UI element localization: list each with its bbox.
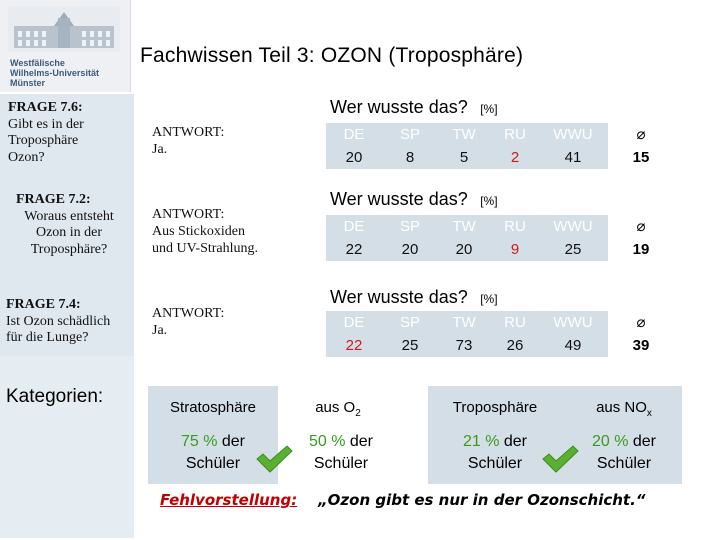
question-2 [6,192,132,258]
logo-line: Wilhelms-Universität [10,68,99,78]
answer-label: ANTWORT: [152,207,225,222]
category-text: aus NO [596,399,647,416]
page-title: Fachwissen Teil 3: OZON (Troposphäre) [140,44,524,67]
question-1 [8,100,132,166]
category-stratosphere: Stratosphäre [170,399,256,416]
result-line: Schüler [596,455,652,472]
logo-text [10,58,99,88]
percent-unit: [%] [480,194,498,208]
category-subscript: 2 [355,408,361,419]
percent-value: 22 [345,337,363,354]
percent-value: 20 [345,149,363,166]
result-line: Schüler [467,455,523,472]
percent-value: 21 % [462,433,500,450]
question-text-line: Ozon? [8,149,45,165]
country-header: SP [399,218,420,235]
country-header: WWU [553,218,593,235]
answer-text-line: Ja. [152,323,168,338]
percent-value: 26 [506,337,524,354]
survey-question: Wer wusste das? [330,189,468,209]
percent-suffix: der [345,433,374,450]
result-from-nox [566,431,682,475]
survey-table-3 [326,311,674,357]
misconception-label: Fehlvorstellung: [160,491,298,509]
question-text-line: Troposphäre [8,133,79,148]
percent-value: 8 [405,149,415,166]
result-line: Schüler [185,455,241,472]
percent-value: 2 [510,149,520,166]
average-value: 15 [608,146,674,169]
country-header: SP [399,314,420,331]
average-header: ⌀ [608,123,674,146]
country-header: SP [399,126,420,143]
survey-heading-3 [330,287,498,308]
average-header: ⌀ [608,215,674,238]
answer-text-line: Aus Stickoxiden [152,224,245,239]
average-value: 19 [608,238,674,261]
country-header: DE [343,314,365,331]
answer-label: ANTWORT: [152,306,225,321]
answer-label: ANTWORT: [152,125,225,140]
country-header: RU [504,126,526,143]
country-header: RU [504,314,526,331]
percent-value: 73 [455,337,473,354]
checkmark-icon [254,444,294,474]
answer-text-line: Ja. [152,142,168,157]
question-text-line: Ozon in der [35,225,103,240]
percent-suffix: der [628,433,657,450]
survey-table-1 [326,123,674,169]
percent-unit: [%] [480,292,498,306]
country-header: TW [452,126,476,143]
country-header: WWU [553,126,593,143]
question-text-line: Woraus entsteht [24,208,114,224]
survey-question: Wer wusste das? [330,287,468,307]
survey-heading-2 [330,189,498,210]
percent-value: 75 % [180,433,218,450]
checkmark-icon [540,444,580,474]
country-header: WWU [553,314,593,331]
question-3 [6,297,134,347]
question-text-line: Gibt es in der [8,116,84,132]
logo-line: Münster [10,78,46,88]
categories-label: Kategorien: [6,386,104,407]
question-text-line: Troposphäre? [30,241,108,257]
answer-1 [152,124,224,158]
survey-question: Wer wusste das? [330,97,468,117]
percent-value: 41 [564,149,582,166]
percent-value: 50 % [308,433,346,450]
misconception-quote: „Ozon gibt es nur in der Ozonschicht.“ [318,491,646,509]
question-label: FRAGE 7.6: [8,100,83,115]
answer-text-line: und UV-Strahlung. [152,241,259,256]
percent-value: 25 [401,337,419,354]
country-header: RU [504,218,526,235]
percent-value: 20 [455,241,473,258]
percent-suffix: der [499,433,528,450]
percent-value: 5 [459,149,469,166]
category-troposphere: Troposphäre [452,399,538,416]
percent-unit: [%] [480,102,498,116]
country-header: DE [343,126,365,143]
answer-3 [152,305,224,339]
question-text-line: für die Lunge? [6,330,89,345]
question-text-line: Ist Ozon schädlich [6,313,111,329]
result-line: Schüler [313,455,369,472]
category-from-nox [566,399,682,419]
answer-2 [152,206,258,257]
question-label: FRAGE 7.4: [6,297,81,312]
country-header: DE [343,218,365,235]
percent-value: 20 [401,241,419,258]
survey-table-2 [326,215,674,261]
logo-line: Westfälische [10,58,65,68]
university-logo [0,0,131,92]
country-header: TW [452,314,476,331]
category-text: aus O [315,399,356,416]
category-from-o2 [278,399,398,419]
survey-heading-1 [330,97,498,118]
percent-suffix: der [217,433,246,450]
country-header: TW [452,218,476,235]
question-label: FRAGE 7.2: [16,192,91,207]
percent-value: 49 [564,337,582,354]
average-value: 39 [608,334,674,357]
percent-value: 22 [345,241,363,258]
average-header: ⌀ [608,311,674,334]
result-from-o2 [286,431,396,475]
category-subscript: x [646,408,652,419]
university-building-icon [8,6,120,52]
percent-value: 9 [510,241,520,258]
percent-value: 25 [564,241,582,258]
percent-value: 20 % [591,433,629,450]
